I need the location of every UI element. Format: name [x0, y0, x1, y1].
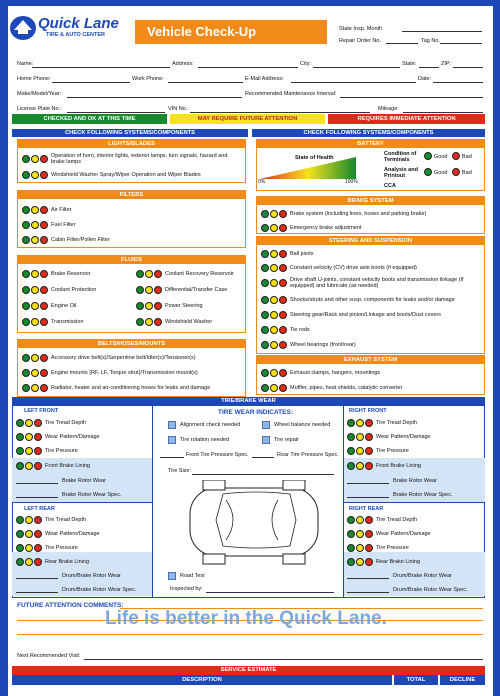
filters-box — [17, 190, 246, 248]
mileage-label: Mileage: — [378, 106, 399, 112]
filters-item-1: Air Filter — [51, 206, 72, 213]
terminals-bad-label: Bad — [462, 154, 472, 160]
lf-row-3 — [16, 444, 78, 457]
lr-item-1: Tire Tread Depth — [45, 516, 87, 523]
rating-dots[interactable] — [16, 447, 42, 455]
steering-item-1: Ball joints — [290, 250, 314, 257]
state-insp-label: State Insp. Month — [339, 26, 383, 32]
belts-item-2: Engine mounts (RF, LF, Torque strut)/Transmission mount(s) — [51, 369, 198, 376]
rear-spec-field[interactable] — [252, 448, 274, 458]
left-section-header: CHECK FOLLOWING SYSTEMS/COMPONENTS — [12, 129, 248, 137]
repair-order-field[interactable] — [386, 34, 418, 44]
exhaust-row-2 — [261, 381, 402, 394]
state-label: State: — [402, 61, 417, 67]
name-field[interactable] — [32, 58, 170, 68]
lr-item-4: Rear Brake Lining — [45, 558, 90, 565]
fluids-left-1: Brake Reservoir — [51, 270, 91, 277]
rating-dots[interactable] — [22, 384, 48, 392]
city-field[interactable] — [313, 58, 400, 68]
rr-item-6: Drum/Brake Rotor Wear Spec. — [393, 586, 468, 593]
rf-item-5: Brake Rotor Wear — [393, 477, 437, 484]
brake-row-1 — [261, 207, 426, 220]
terminals-bad-dot[interactable] — [452, 152, 460, 160]
rr-spec-field[interactable] — [347, 587, 389, 593]
lf-row-2 — [16, 430, 100, 443]
fluids-title: FLUIDS — [18, 256, 245, 264]
front-spec-field[interactable] — [160, 448, 184, 458]
rating-dots[interactable] — [136, 302, 162, 310]
date-field[interactable] — [433, 73, 483, 83]
legend-future: MAY REQUIRE FUTURE ATTENTION — [170, 114, 325, 124]
rating-dots[interactable] — [22, 171, 48, 179]
cca-label: CCA — [384, 183, 396, 189]
rating-dots[interactable] — [347, 530, 373, 538]
repair-checkbox[interactable] — [262, 436, 270, 444]
divider — [12, 502, 152, 503]
rf-item-2: Wear Pattern/Damage — [376, 433, 431, 440]
rating-dots[interactable] — [16, 530, 42, 538]
legend-immediate: REQUIRES IMMEDIATE ATTENTION — [328, 114, 485, 124]
steering-item-2: Constant velocity (CV) drive axle boots (if equipped) — [290, 264, 417, 271]
email-field[interactable] — [291, 73, 416, 83]
fluids-right-row-1 — [136, 267, 234, 280]
rr-row-5 — [347, 569, 452, 582]
repair-label: Tire repair — [274, 436, 299, 443]
rf-row-2 — [347, 430, 431, 443]
future-comments-label: FUTURE ATTENTION COMMENTS: — [17, 602, 124, 609]
tag-no-label: Tag No. — [421, 38, 440, 44]
fluids-right-1: Coolant Recovery Reservoir — [165, 270, 234, 277]
align-checkbox[interactable] — [168, 421, 176, 429]
left-front-label: LEFT FRONT — [24, 408, 59, 414]
lights-row-2 — [22, 168, 242, 181]
exhaust-item-1: Exhaust clamps, hangers, mountings — [290, 369, 381, 376]
fluids-box — [17, 255, 246, 333]
rating-dots[interactable] — [136, 270, 162, 278]
left-rear-label: LEFT REAR — [24, 506, 55, 512]
work-phone-field[interactable] — [168, 73, 243, 83]
lf-row-4 — [16, 459, 90, 472]
terminals-label: Condition of Terminals — [384, 151, 417, 163]
steering-item-6: Tie rods — [290, 326, 310, 333]
belts-row-1 — [22, 351, 196, 364]
fluids-right-4: Windshield Washer — [165, 318, 213, 325]
rating-dots[interactable] — [347, 462, 373, 470]
steering-item-3: Drive shaft U-joints, constant velocity boots and transmission linkage (if equipped) and lubricate (as needed) — [290, 276, 464, 289]
rating-dots[interactable] — [347, 544, 373, 552]
work-phone-label: Work Phone: — [132, 76, 164, 82]
repair-row — [262, 433, 299, 446]
rating-dots[interactable] — [347, 433, 373, 441]
maint-interval-label: Recommended Maintenance Interval: — [245, 91, 337, 97]
belts-item-3: Radiator, heater and air-conditioning hoses for leaks and damage — [51, 384, 211, 391]
rating-dots[interactable] — [16, 462, 42, 470]
terminals-good-label: Good — [434, 154, 448, 160]
tire-size-label: Tire Size: — [168, 468, 192, 474]
rating-dots[interactable] — [136, 318, 162, 326]
next-visit-field[interactable] — [84, 650, 483, 660]
rating-dots[interactable] — [261, 369, 287, 377]
analysis-bad-dot[interactable] — [452, 168, 460, 176]
comment-line[interactable] — [17, 634, 483, 635]
brake-system-box — [256, 196, 485, 234]
rating-dots[interactable] — [22, 286, 48, 294]
rating-dots[interactable] — [136, 286, 162, 294]
fluids-right-row-3 — [136, 299, 203, 312]
name-label: Name: — [17, 61, 34, 67]
address-field[interactable] — [198, 58, 298, 68]
rating-dots[interactable] — [261, 250, 287, 258]
form-title: Vehicle Check-Up — [135, 20, 327, 44]
rr-item-5: Drum/Brake Rotor Wear — [393, 572, 452, 579]
lights-item-1: Operation of horn, interior lights, exterior lamps, turn signals, hazard and brake lamps — [51, 152, 228, 165]
belts-box — [17, 339, 246, 397]
lf-spec-field[interactable] — [16, 492, 58, 498]
steering-row-1 — [261, 247, 314, 260]
rating-dots[interactable] — [16, 433, 42, 441]
make-model-field[interactable] — [67, 88, 242, 98]
rr-row-3 — [347, 541, 409, 554]
lr-item-5: Drum/Brake Rotor Wear — [62, 572, 121, 579]
terminals-good-dot[interactable] — [424, 152, 432, 160]
brake-row-2 — [261, 221, 362, 234]
state-of-health-gauge[interactable] — [260, 155, 358, 179]
rf-item-6: Brake Rotor Wear Spec. — [393, 491, 453, 498]
city-label: City: — [300, 61, 311, 67]
analysis-label: Analysis and Printout — [384, 167, 418, 179]
rf-row-4 — [347, 459, 421, 472]
rf-row-5 — [347, 474, 437, 487]
rating-dots[interactable] — [22, 318, 48, 326]
lr-row-2 — [16, 527, 100, 540]
address-label: Address: — [172, 61, 194, 67]
state-field[interactable] — [419, 58, 439, 68]
legend-ok: CHECKED AND OK AT THIS TIME — [12, 114, 167, 124]
filters-item-2: Fuel Filter — [51, 221, 76, 228]
lights-title: LIGHTS/BLADES — [18, 140, 245, 148]
exhaust-box — [256, 355, 485, 395]
fluids-left-3: Engine Oil — [51, 302, 77, 309]
rf-rotor-field[interactable] — [347, 478, 389, 484]
email-label: E-Mail Address: — [245, 76, 284, 82]
analysis-good-label: Good — [434, 170, 448, 176]
lr-row-3 — [16, 541, 78, 554]
lr-spec-field[interactable] — [16, 587, 58, 593]
lf-item-2: Wear Pattern/Damage — [45, 433, 100, 440]
state-of-health-label: State of Health — [295, 155, 334, 161]
rr-row-6 — [347, 583, 467, 596]
road-test-label: Road Test — [180, 572, 205, 579]
rating-dots[interactable] — [16, 419, 42, 427]
balance-label: Wheel balance needed — [274, 421, 331, 428]
maint-interval-field[interactable] — [340, 88, 483, 98]
divider — [152, 405, 153, 598]
lf-item-1: Tire Tread Depth — [45, 419, 87, 426]
lights-item-2: Windshield Washer Spray/Wiper Operation and Wiper Blades — [51, 171, 201, 178]
rr-row-4 — [347, 555, 420, 568]
vin-label: VIN No.: — [168, 106, 189, 112]
filters-row-1 — [22, 203, 71, 216]
mileage-field[interactable] — [403, 103, 483, 113]
rf-row-3 — [347, 444, 409, 457]
lf-row-6 — [16, 488, 122, 501]
fluids-left-row-2 — [22, 283, 96, 296]
rating-dots[interactable] — [261, 210, 287, 218]
exhaust-title: EXHAUST SYSTEM — [257, 356, 484, 364]
align-row — [168, 418, 240, 431]
tire-size-field[interactable] — [192, 465, 334, 475]
rating-dots[interactable] — [22, 206, 48, 214]
rating-dots[interactable] — [22, 236, 48, 244]
gauge-max-label: 100% — [345, 179, 358, 185]
steering-row-5 — [261, 308, 441, 321]
rf-row-6 — [347, 488, 453, 501]
rr-item-4: Rear Brake Lining — [376, 558, 421, 565]
battery-box — [256, 139, 485, 191]
brake-system-title: BRAKE SYSTEM — [257, 197, 484, 205]
rating-dots[interactable] — [261, 326, 287, 334]
belts-row-3 — [22, 381, 210, 394]
rating-dots[interactable] — [347, 558, 373, 566]
lf-item-6: Brake Rotor Wear Spec. — [62, 491, 122, 498]
lf-row-5 — [16, 474, 106, 487]
rr-row-2 — [347, 527, 431, 540]
lr-item-3: Tire Pressure — [45, 544, 78, 551]
steering-row-7 — [261, 338, 356, 351]
repair-order-label: Repair Order No. — [339, 38, 381, 44]
rotation-label: Tire rotation needed — [180, 436, 230, 443]
inspected-by-field[interactable] — [206, 583, 334, 593]
belts-item-1: Accessory drive belt(s)/Serpentine belt/Idler(s)/Tensioner(s) — [51, 354, 196, 361]
tag-no-field[interactable] — [440, 34, 482, 44]
lr-row-6 — [16, 583, 136, 596]
rating-dots[interactable] — [347, 447, 373, 455]
rating-dots[interactable] — [22, 155, 48, 163]
license-label: License Plate No.: — [17, 106, 62, 112]
filters-row-3 — [22, 233, 110, 246]
fluids-left-row-4 — [22, 315, 84, 328]
steering-box — [256, 236, 485, 354]
rr-item-2: Wear Pattern/Damage — [376, 530, 431, 537]
lf-item-3: Tire Pressure — [45, 447, 78, 454]
lights-box — [17, 139, 246, 183]
car-diagram-icon — [168, 480, 338, 565]
analysis-bad-label: Bad — [462, 170, 472, 176]
rf-item-3: Tire Pressure — [376, 447, 409, 454]
tire-section-header: TIRE/BRAKE WEAR — [12, 397, 485, 405]
rf-spec-field[interactable] — [347, 492, 389, 498]
rotation-checkbox[interactable] — [168, 436, 176, 444]
tagline: Life is better in the Quick Lane. — [105, 608, 387, 629]
rating-dots[interactable] — [22, 369, 48, 377]
rotation-row — [168, 433, 229, 446]
fluids-left-row-3 — [22, 299, 76, 312]
rating-dots[interactable] — [22, 221, 48, 229]
steering-row-6 — [261, 323, 310, 336]
right-section-header: CHECK FOLLOWING SYSTEMS/COMPONENTS — [252, 129, 485, 137]
brake-item-2: Emergency brake adjustment — [290, 224, 362, 231]
rating-dots[interactable] — [261, 264, 287, 272]
service-estimate-title: SERVICE ESTIMATE — [12, 666, 485, 675]
steering-row-2 — [261, 261, 417, 274]
estimate-total-header: TOTAL — [394, 675, 438, 685]
steering-item-5: Steering gear/Rack and pinion/Linkage and boots/Dust covers — [290, 311, 442, 318]
rating-dots[interactable] — [261, 341, 287, 349]
right-rear-label: RIGHT REAR — [349, 506, 384, 512]
exhaust-row-1 — [261, 366, 380, 379]
license-field[interactable] — [67, 103, 165, 113]
brake-item-1: Brake system (including lines, hoses and parking brake) — [290, 210, 427, 217]
lf-item-4: Front Brake Lining — [45, 462, 90, 469]
rating-dots[interactable] — [261, 279, 287, 287]
rating-dots[interactable] — [261, 296, 287, 304]
estimate-desc-header: DESCRIPTION — [12, 675, 392, 685]
rating-dots[interactable] — [16, 544, 42, 552]
rating-dots[interactable] — [347, 419, 373, 427]
fluids-right-3: Power Steering — [165, 302, 203, 309]
steering-row-4 — [261, 293, 455, 306]
rr-item-1: Tire Tread Depth — [376, 516, 418, 523]
rating-dots[interactable] — [347, 516, 373, 524]
steering-item-4: Shocks/struts and other susp. components for leaks and/or damage — [290, 296, 455, 303]
rating-dots[interactable] — [261, 224, 287, 232]
lr-item-2: Wear Pattern/Damage — [45, 530, 100, 537]
brand-subtitle: TIRE & AUTO CENTER — [46, 32, 105, 38]
divider — [343, 502, 485, 503]
home-phone-label: Home Phone: — [17, 76, 51, 82]
analysis-good-dot[interactable] — [424, 168, 432, 176]
rating-dots[interactable] — [22, 302, 48, 310]
lr-row-5 — [16, 569, 121, 582]
fluids-right-row-4 — [136, 315, 212, 328]
zip-field[interactable] — [453, 58, 483, 68]
lf-item-5: Brake Rotor Wear — [62, 477, 106, 484]
fluids-right-row-2 — [136, 283, 227, 296]
rating-dots[interactable] — [261, 311, 287, 319]
rf-item-1: Tire Tread Depth — [376, 419, 418, 426]
brand-name: Quick Lane — [38, 15, 119, 32]
logo-emblem-icon — [8, 14, 38, 42]
gauge-min-label: 0% — [258, 179, 266, 185]
quick-lane-logo — [8, 14, 134, 44]
date-label: Date: — [418, 76, 432, 82]
balance-row — [262, 418, 330, 431]
home-phone-field[interactable] — [52, 73, 130, 83]
filters-row-2 — [22, 218, 75, 231]
right-front-label: RIGHT FRONT — [349, 408, 387, 414]
lr-rotor-field[interactable] — [16, 573, 58, 579]
next-visit-label: Next Recommended Visit: — [17, 653, 81, 659]
rating-dots[interactable] — [22, 354, 48, 362]
rating-dots[interactable] — [16, 558, 42, 566]
road-test-row — [168, 569, 205, 582]
fluids-right-2: Differential/Transfer Case — [165, 286, 228, 293]
front-spec-label: Front Tire Pressure Spec. — [186, 452, 249, 458]
balance-checkbox[interactable] — [262, 421, 270, 429]
tire-wear-indicates-label: TIRE WEAR INDICATES: — [218, 409, 293, 416]
estimate-decline-header: DECLINE — [440, 675, 485, 685]
road-test-checkbox[interactable] — [168, 572, 176, 580]
fluids-left-2: Coolant Protection — [51, 286, 97, 293]
state-insp-field[interactable] — [402, 22, 482, 32]
lr-row-1 — [16, 513, 86, 526]
vin-field[interactable] — [190, 103, 370, 113]
rating-dots[interactable] — [22, 270, 48, 278]
fluids-left-row-1 — [22, 267, 90, 280]
steering-row-3 — [261, 275, 481, 290]
belts-row-2 — [22, 366, 198, 379]
rf-row-1 — [347, 416, 417, 429]
inspected-by-label: Inspected by: — [170, 586, 203, 592]
zip-label: ZIP: — [441, 61, 452, 67]
lf-rotor-field[interactable] — [16, 478, 58, 484]
battery-title: BATTERY — [257, 140, 484, 148]
rear-spec-label: Rear Tire Pressure Spec. — [277, 452, 339, 458]
steering-title: STEERING AND SUSPENSION — [257, 237, 484, 245]
rating-dots[interactable] — [16, 516, 42, 524]
fluids-left-4: Transmission — [51, 318, 84, 325]
lights-row-1 — [22, 151, 242, 166]
make-model-label: Make/Model/Year: — [17, 91, 62, 97]
rf-item-4: Front Brake Lining — [376, 462, 421, 469]
align-label: Alignment check needed — [180, 421, 241, 428]
lr-item-6: Drum/Brake Rotor Wear Spec. — [62, 586, 137, 593]
lf-row-1 — [16, 416, 86, 429]
rr-rotor-field[interactable] — [347, 573, 389, 579]
rating-dots[interactable] — [261, 384, 287, 392]
exhaust-item-2: Muffler, pipes, heat shields, catalytic converter — [290, 384, 403, 391]
filters-title: FILTERS — [18, 191, 245, 199]
rr-row-1 — [347, 513, 417, 526]
rr-item-3: Tire Pressure — [376, 544, 409, 551]
lr-row-4 — [16, 555, 89, 568]
filters-item-3: Cabin Filter/Pollen Filter — [51, 236, 110, 243]
belts-title: BELTS/HOSES/MOUNTS — [18, 340, 245, 348]
steering-item-7: Wheel bearings (front/rear) — [290, 341, 356, 348]
